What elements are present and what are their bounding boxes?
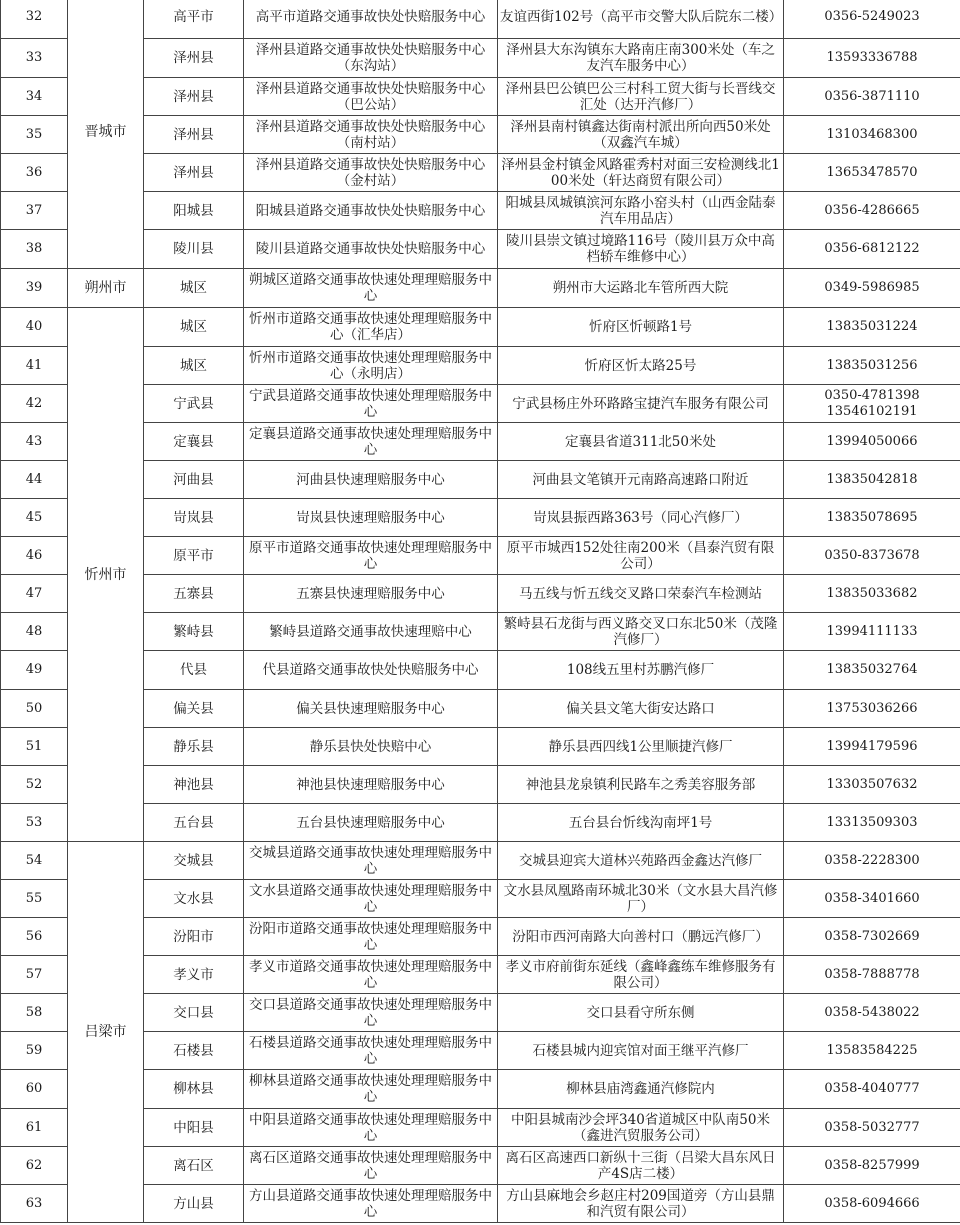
phone-cell: 13835042818 [784,461,960,499]
center-name-cell: 忻州市道路交通事故快速处理理赔服务中心（汇华店） [244,308,498,347]
center-name-cell: 孝义市道路交通事故快速处理理赔服务中心 [244,956,498,994]
address-cell: 泽州县金村镇金风路霍秀村对面三安检测线北100米处（轩达商贸有限公司） [498,154,784,192]
city-cell: 忻州市 [68,308,144,842]
row-number: 50 [1,690,68,728]
county-cell: 岢岚县 [144,499,244,537]
county-cell: 泽州县 [144,78,244,116]
table-row [1,39,960,78]
center-name-cell: 石楼县道路交通事故快速处理理赔服务中心 [244,1032,498,1070]
county-cell: 中阳县 [144,1109,244,1147]
row-number: 34 [1,78,68,116]
phone-cell: 0356-3871110 [784,78,960,116]
center-name-cell: 方山县道路交通事故快速处理理赔服务中心 [244,1185,498,1223]
row-number: 63 [1,1185,68,1223]
row-number: 42 [1,385,68,423]
address-cell: 忻府区忻太路25号 [498,347,784,385]
phone-cell: 13583584225 [784,1032,960,1070]
center-name-cell: 高平市道路交通事故快处快赔服务中心 [244,0,498,39]
row-number: 48 [1,613,68,651]
phone-cell: 0356-5249023 [784,0,960,39]
address-cell: 中阳县城南沙会坪340省道城区中队南50米（鑫进汽贸服务公司） [498,1109,784,1147]
address-cell: 朔州市大运路北车管所西大院 [498,269,784,308]
table-row [1,461,960,499]
phone-cell: 13994050066 [784,423,960,461]
phone-cell: 13835033682 [784,575,960,613]
county-cell: 高平市 [144,0,244,39]
table-row [1,1109,960,1147]
county-cell: 方山县 [144,1185,244,1223]
table-row [1,269,960,308]
row-number: 39 [1,269,68,308]
county-cell: 城区 [144,347,244,385]
table-row [1,0,960,39]
row-number: 37 [1,192,68,230]
county-cell: 阳城县 [144,192,244,230]
center-name-cell: 交城县道路交通事故快速处理理赔服务中心 [244,842,498,880]
phone-cell: 0358-2228300 [784,842,960,880]
county-cell: 偏关县 [144,690,244,728]
address-cell: 108线五里村苏鹏汽修厂 [498,651,784,690]
address-cell: 陵川县崇文镇过境路116号（陵川县万众中高档轿车维修中心） [498,230,784,269]
phone-cell: 0358-8257999 [784,1147,960,1185]
county-cell: 静乐县 [144,728,244,766]
table-row [1,78,960,116]
center-name-cell: 泽州县道路交通事故快处快赔服务中心（金村站） [244,154,498,192]
address-cell: 岢岚县振西路363号（同心汽修厂） [498,499,784,537]
phone-cell: 0358-6094666 [784,1185,960,1223]
table-row [1,230,960,269]
table-row [1,690,960,728]
row-number: 44 [1,461,68,499]
address-cell: 泽州县南村镇鑫达街南村派出所向西50米处（双鑫汽车城） [498,116,784,154]
table-row [1,994,960,1032]
table-row [1,575,960,613]
table-row [1,423,960,461]
address-cell: 马五线与忻五线交叉路口荣泰汽车检测站 [498,575,784,613]
county-cell: 离石区 [144,1147,244,1185]
county-cell: 陵川县 [144,230,244,269]
phone-cell: 0358-4040777 [784,1070,960,1109]
county-cell: 城区 [144,308,244,347]
center-name-cell: 繁峙县道路交通事故快速理赔中心 [244,613,498,651]
phone-cell: 13835078695 [784,499,960,537]
center-name-cell: 中阳县道路交通事故快速处理理赔服务中心 [244,1109,498,1147]
address-cell: 偏关县文笔大街安达路口 [498,690,784,728]
address-cell: 方山县麻地会乡赵庄村209国道旁（方山县鼎和汽贸有限公司） [498,1185,784,1223]
phone-cell: 13653478570 [784,154,960,192]
center-name-cell: 泽州县道路交通事故快处快赔服务中心（南村站） [244,116,498,154]
county-cell: 交城县 [144,842,244,880]
address-cell: 静乐县西四线1公里顺捷汽修厂 [498,728,784,766]
row-number: 38 [1,230,68,269]
county-cell: 宁武县 [144,385,244,423]
address-cell: 交城县迎宾大道林兴苑路西金鑫达汽修厂 [498,842,784,880]
table-row [1,537,960,575]
row-number: 49 [1,651,68,690]
table-row [1,766,960,804]
center-name-cell: 陵川县道路交通事故快处快赔服务中心 [244,230,498,269]
center-name-cell: 静乐县快处快赔中心 [244,728,498,766]
table-row [1,651,960,690]
center-name-cell: 阳城县道路交通事故快处快赔服务中心 [244,192,498,230]
row-number: 47 [1,575,68,613]
center-name-cell: 交口县道路交通事故快速处理理赔服务中心 [244,994,498,1032]
address-cell: 交口县看守所东侧 [498,994,784,1032]
county-cell: 五台县 [144,804,244,842]
row-number: 41 [1,347,68,385]
center-name-cell: 神池县快速理赔服务中心 [244,766,498,804]
phone-cell: 13303507632 [784,766,960,804]
address-cell: 五台县台忻线沟南坪1号 [498,804,784,842]
row-number: 56 [1,918,68,956]
address-cell: 河曲县文笔镇开元南路高速路口附近 [498,461,784,499]
center-name-cell: 岢岚县快速理赔服务中心 [244,499,498,537]
phone-cell: 13753036266 [784,690,960,728]
county-cell: 文水县 [144,880,244,918]
county-cell: 定襄县 [144,423,244,461]
center-name-cell: 代县道路交通事故快处快赔服务中心 [244,651,498,690]
county-cell: 泽州县 [144,116,244,154]
row-number: 45 [1,499,68,537]
row-number: 53 [1,804,68,842]
address-cell: 宁武县杨庄外环路路宝捷汽车服务有限公司 [498,385,784,423]
row-number: 61 [1,1109,68,1147]
table-row [1,880,960,918]
center-name-cell: 泽州县道路交通事故快处快赔服务中心（巴公站） [244,78,498,116]
phone-cell: 0358-3401660 [784,880,960,918]
county-cell: 神池县 [144,766,244,804]
address-cell: 泽州县大东沟镇东大路南庄南300米处（车之友汽车服务中心） [498,39,784,78]
table-row [1,192,960,230]
row-number: 36 [1,154,68,192]
county-cell: 泽州县 [144,154,244,192]
center-name-cell: 文水县道路交通事故快速处理理赔服务中心 [244,880,498,918]
phone-cell: 0349-5986985 [784,269,960,308]
phone-cell: 13835031224 [784,308,960,347]
address-cell: 孝义市府前街东延线（鑫峰鑫练车维修服务有限公司） [498,956,784,994]
row-number: 33 [1,39,68,78]
county-cell: 代县 [144,651,244,690]
table-row [1,613,960,651]
phone-cell: 0358-5032777 [784,1109,960,1147]
phone-cell: 0350-8373678 [784,537,960,575]
table-row [1,385,960,423]
address-cell: 汾阳市西河南路大向善村口（鹏远汽修厂） [498,918,784,956]
phone-cell: 0356-4286665 [784,192,960,230]
phone-cell: 0350-4781398 13546102191 [784,385,960,423]
address-cell: 原平市城西152处往南200米（昌泰汽贸有限公司） [498,537,784,575]
address-cell: 神池县龙泉镇利民路车之秀美容服务部 [498,766,784,804]
address-cell: 离石区高速西口新纵十三街（吕梁大昌东风日产4S店二楼） [498,1147,784,1185]
row-number: 40 [1,308,68,347]
county-cell: 河曲县 [144,461,244,499]
phone-cell: 13593336788 [784,39,960,78]
table-row [1,956,960,994]
address-cell: 石楼县城内迎宾馆对面王继平汽修厂 [498,1032,784,1070]
center-name-cell: 偏关县快速理赔服务中心 [244,690,498,728]
county-cell: 交口县 [144,994,244,1032]
table-row [1,728,960,766]
table-row [1,1032,960,1070]
phone-cell: 13313509303 [784,804,960,842]
row-number: 46 [1,537,68,575]
table-row [1,804,960,842]
phone-cell: 0358-7888778 [784,956,960,994]
row-number: 32 [1,0,68,39]
row-number: 54 [1,842,68,880]
phone-cell: 13994179596 [784,728,960,766]
city-cell: 朔州市 [68,269,144,308]
row-number: 35 [1,116,68,154]
address-cell: 忻府区忻顿路1号 [498,308,784,347]
center-name-cell: 忻州市道路交通事故快速处理理赔服务中心（永明店） [244,347,498,385]
center-name-cell: 朔城区道路交通事故快速处理理赔服务中心 [244,269,498,308]
center-name-cell: 原平市道路交通事故快速处理理赔服务中心 [244,537,498,575]
table-body [1,0,960,1223]
center-name-cell: 五台县快速理赔服务中心 [244,804,498,842]
table-row [1,918,960,956]
phone-cell: 13994111133 [784,613,960,651]
county-cell: 汾阳市 [144,918,244,956]
center-name-cell: 宁武县道路交通事故快速处理理赔服务中心 [244,385,498,423]
county-cell: 五寨县 [144,575,244,613]
address-cell: 文水县凤凰路南环城北30米（文水县大昌汽修厂） [498,880,784,918]
center-name-cell: 定襄县道路交通事故快速处理理赔服务中心 [244,423,498,461]
center-name-cell: 汾阳市道路交通事故快速处理理赔服务中心 [244,918,498,956]
center-name-cell: 泽州县道路交通事故快处快赔服务中心（东沟站） [244,39,498,78]
center-name-cell: 五寨县快速理赔服务中心 [244,575,498,613]
county-cell: 石楼县 [144,1032,244,1070]
row-number: 57 [1,956,68,994]
county-cell: 泽州县 [144,39,244,78]
table-row [1,1185,960,1223]
phone-cell: 13103468300 [784,116,960,154]
county-cell: 城区 [144,269,244,308]
address-cell: 柳林县庙湾鑫通汽修院内 [498,1070,784,1109]
row-number: 60 [1,1070,68,1109]
phone-cell: 0356-6812122 [784,230,960,269]
row-number: 52 [1,766,68,804]
county-cell: 原平市 [144,537,244,575]
address-cell: 友谊西街102号（高平市交警大队后院东二楼） [498,0,784,39]
address-cell: 定襄县省道311北50米处 [498,423,784,461]
phone-cell: 0358-7302669 [784,918,960,956]
table-row [1,116,960,154]
phone-cell: 13835031256 [784,347,960,385]
row-number: 62 [1,1147,68,1185]
county-cell: 孝义市 [144,956,244,994]
county-cell: 柳林县 [144,1070,244,1109]
table-row [1,1147,960,1185]
table-row [1,154,960,192]
center-name-cell: 河曲县快速理赔服务中心 [244,461,498,499]
table-row [1,842,960,880]
center-name-cell: 离石区道路交通事故快速处理理赔服务中心 [244,1147,498,1185]
address-cell: 泽州县巴公镇巴公三村科工贸大街与长晋线交汇处（达开汽修厂） [498,78,784,116]
phone-cell: 0358-5438022 [784,994,960,1032]
row-number: 43 [1,423,68,461]
row-number: 55 [1,880,68,918]
row-number: 58 [1,994,68,1032]
phone-cell: 13835032764 [784,651,960,690]
row-number: 59 [1,1032,68,1070]
table-row [1,347,960,385]
city-cell: 吕梁市 [68,842,144,1223]
row-number: 51 [1,728,68,766]
city-cell: 晋城市 [68,0,144,269]
table-row [1,499,960,537]
county-cell: 繁峙县 [144,613,244,651]
address-cell: 繁峙县石龙街与西义路交叉口东北50米（茂隆汽修厂） [498,613,784,651]
table-row [1,308,960,347]
center-name-cell: 柳林县道路交通事故快速处理理赔服务中心 [244,1070,498,1109]
table-row [1,1070,960,1109]
address-cell: 阳城县凤城镇滨河东路小窑头村（山西金陆泰汽车用品店） [498,192,784,230]
